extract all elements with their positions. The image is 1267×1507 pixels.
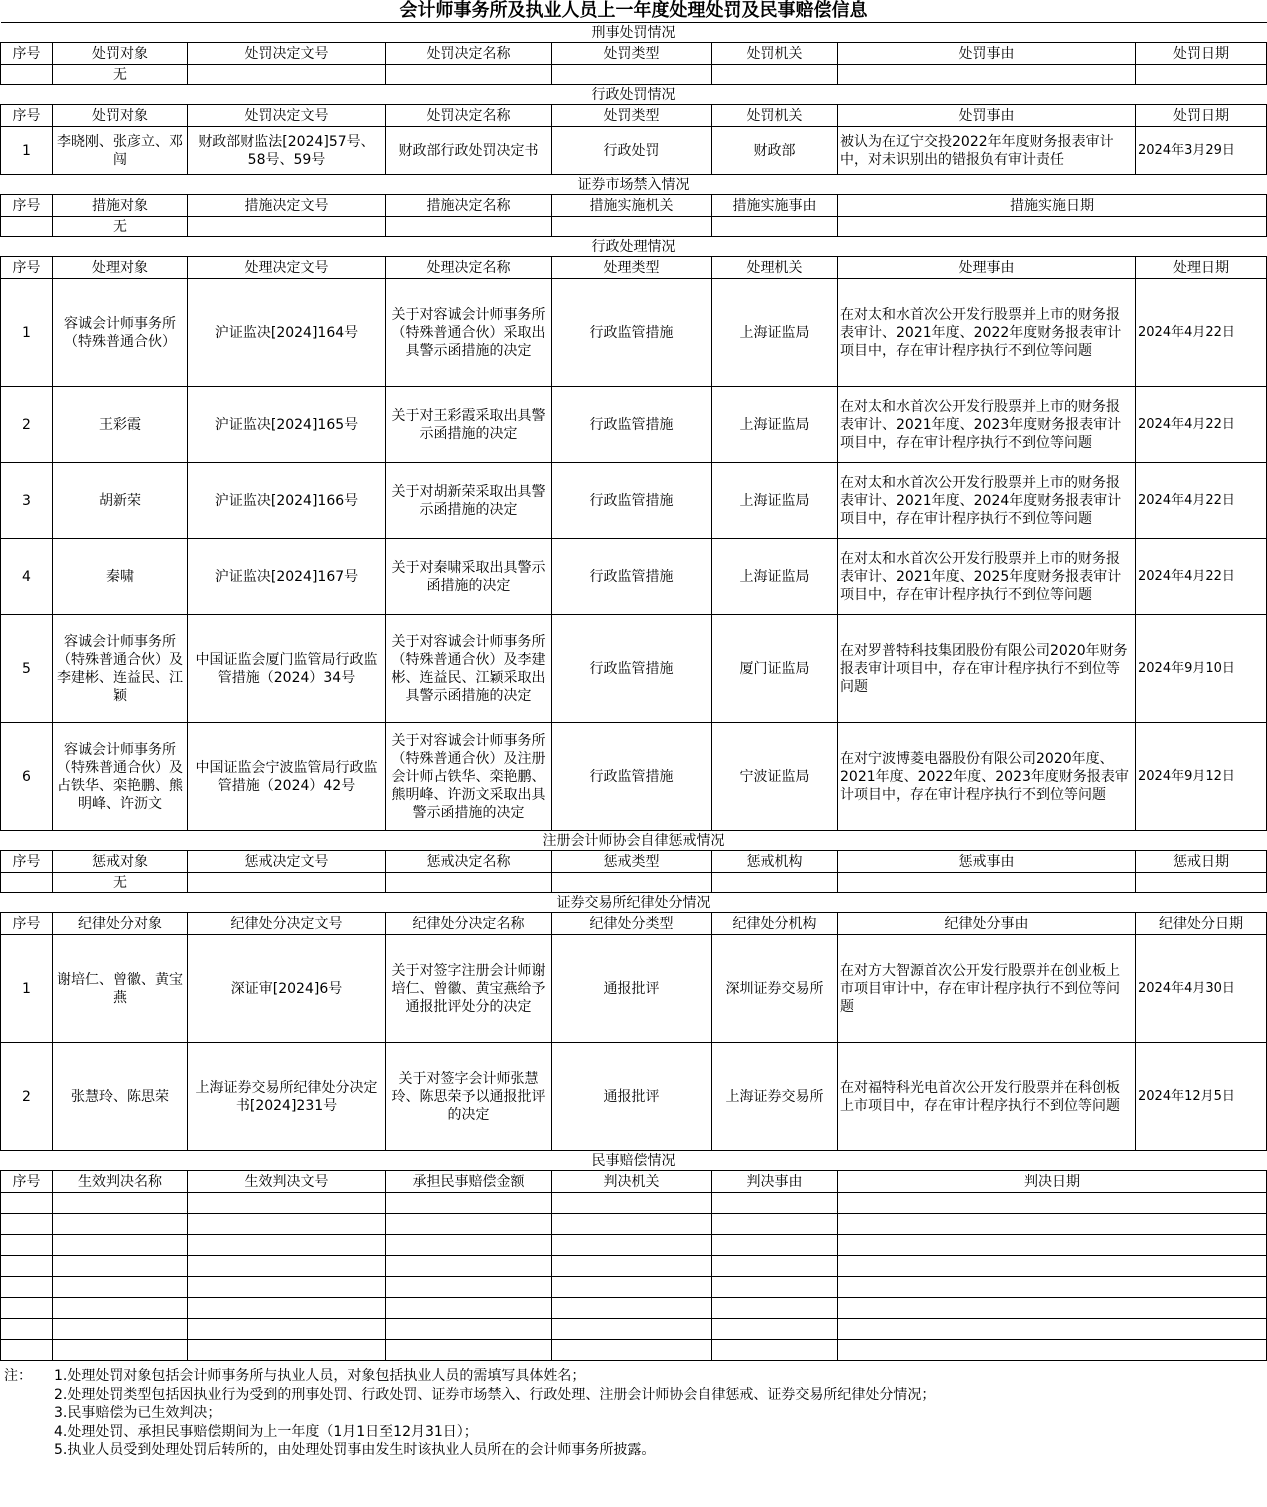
table-cell: 在对太和水首次公开发行股票并上市的财务报表审计、2021年度、2025年度财务报表审计项目中，存在审计程序执行不到位等问题 — [838, 539, 1136, 615]
column-header: 序号 — [1, 195, 53, 217]
empty-marker: 无 — [53, 217, 188, 237]
table-cell: 李晓刚、张彦立、邓闯 — [53, 127, 188, 175]
header-row — [1, 1171, 1267, 1193]
table-cell: 关于对容诚会计师事务所（特殊普通合伙）及李建彬、连益民、江颖采取出具警示函措施的决定 — [386, 615, 552, 723]
table-cell: 关于对王彩霞采取出具警示函措施的决定 — [386, 387, 552, 463]
table-cell: 深圳证券交易所 — [712, 935, 838, 1043]
header-row — [1, 43, 1267, 65]
table-cell — [712, 873, 838, 893]
column-header: 纪律处分类型 — [552, 913, 712, 935]
blank-cell — [552, 1256, 712, 1277]
blank-cell — [1, 1193, 53, 1214]
blank-cell — [386, 1235, 552, 1256]
column-header: 处罚机关 — [712, 43, 838, 65]
blank-cell — [188, 1235, 386, 1256]
table-cell: 2024年3月29日 — [1136, 127, 1267, 175]
column-header: 判决日期 — [838, 1171, 1267, 1193]
column-header: 处理对象 — [53, 257, 188, 279]
table-cell: 在对宁波博菱电器股份有限公司2020年度、2021年度、2022年度、2023年度财务报表审计项目中，存在审计程序执行不到位等问题 — [838, 723, 1136, 831]
table-cell: 行政监管措施 — [552, 387, 712, 463]
table-cell: 厦门证监局 — [712, 615, 838, 723]
blank-cell — [53, 1298, 188, 1319]
table-cell: 在对太和水首次公开发行股票并上市的财务报表审计、2021年度、2024年度财务报表审计项目中，存在审计程序执行不到位等问题 — [838, 463, 1136, 539]
table-cell: 2 — [1, 387, 53, 463]
column-header: 措施实施机关 — [552, 195, 712, 217]
table-cell: 深证审[2024]6号 — [188, 935, 386, 1043]
table-cell — [188, 873, 386, 893]
empty-marker: 无 — [53, 65, 188, 85]
table-cell: 2 — [1, 1043, 53, 1151]
column-header: 处理决定文号 — [188, 257, 386, 279]
blank-cell — [53, 1193, 188, 1214]
note-item: 4.处理处罚、承担民事赔偿期间为上一年度（1月1日至12月31日）； — [54, 1423, 478, 1440]
header-row — [1, 105, 1267, 127]
column-header: 处理决定名称 — [386, 257, 552, 279]
blank-row — [1, 1319, 1267, 1340]
section-title: 行政处理情况 — [1, 237, 1267, 257]
blank-row — [1, 1214, 1267, 1235]
column-header: 惩戒机构 — [712, 851, 838, 873]
column-header: 处罚决定文号 — [188, 105, 386, 127]
blank-cell — [838, 1298, 1267, 1319]
blank-cell — [552, 1298, 712, 1319]
table-cell — [552, 873, 712, 893]
table-cell: 王彩霞 — [53, 387, 188, 463]
blank-cell — [386, 1277, 552, 1298]
section-title: 刑事处罚情况 — [1, 23, 1267, 43]
table-cell — [386, 873, 552, 893]
table-cell: 秦啸 — [53, 539, 188, 615]
column-header: 处理机关 — [712, 257, 838, 279]
column-header: 纪律处分日期 — [1136, 913, 1267, 935]
table-cell: 行政监管措施 — [552, 279, 712, 387]
section-title: 民事赔偿情况 — [1, 1151, 1267, 1171]
table-cell: 关于对胡新荣采取出具警示函措施的决定 — [386, 463, 552, 539]
column-header: 惩戒事由 — [838, 851, 1136, 873]
blank-cell — [386, 1298, 552, 1319]
column-header: 措施对象 — [53, 195, 188, 217]
column-header: 处理日期 — [1136, 257, 1267, 279]
column-header: 惩戒类型 — [552, 851, 712, 873]
blank-cell — [838, 1256, 1267, 1277]
section-title: 证券市场禁入情况 — [1, 175, 1267, 195]
blank-cell — [552, 1340, 712, 1361]
table-cell — [838, 873, 1136, 893]
note-item: 2.处理处罚类型包括因执业行为受到的刑事处罚、行政处罚、证券市场禁入、行政处理、注册会计师协会自律惩戒、证券交易所纪律处分情况； — [54, 1386, 936, 1403]
table-cell: 通报批评 — [552, 935, 712, 1043]
table-cell: 2024年9月12日 — [1136, 723, 1267, 831]
blank-cell — [712, 1319, 838, 1340]
table-row — [1, 873, 1267, 893]
blank-cell — [712, 1277, 838, 1298]
table-cell: 2024年4月22日 — [1136, 387, 1267, 463]
section-title-row — [1, 23, 1267, 43]
table-cell: 沪证监决[2024]167号 — [188, 539, 386, 615]
blank-cell — [53, 1340, 188, 1361]
blank-row — [1, 1340, 1267, 1361]
column-header: 惩戒对象 — [53, 851, 188, 873]
table-row — [1, 723, 1267, 831]
blank-cell — [188, 1214, 386, 1235]
table-row — [1, 539, 1267, 615]
table-row — [1, 935, 1267, 1043]
blank-cell — [838, 1277, 1267, 1298]
table-cell — [552, 217, 712, 237]
table-cell: 被认为在辽宁交投2022年年度财务报表审计中，对未识别出的错报负有审计责任 — [838, 127, 1136, 175]
column-header: 惩戒日期 — [1136, 851, 1267, 873]
table-cell — [188, 65, 386, 85]
column-header: 措施决定名称 — [386, 195, 552, 217]
note-item: 5.执业人员受到处理处罚后转所的，由处理处罚事由发生时该执业人员所在的会计师事务所披露。 — [54, 1442, 656, 1458]
blank-cell — [1, 1277, 53, 1298]
table-cell: 上海证监局 — [712, 279, 838, 387]
blank-cell — [1, 1214, 53, 1235]
table-cell: 关于对秦啸采取出具警示函措施的决定 — [386, 539, 552, 615]
table-cell: 在对罗普特科技集团股份有限公司2020年财务报表审计项目中，存在审计程序执行不到位等问题 — [838, 615, 1136, 723]
table-cell: 沪证监决[2024]165号 — [188, 387, 386, 463]
table-cell: 2024年4月22日 — [1136, 279, 1267, 387]
table-row — [1, 279, 1267, 387]
blank-row — [1, 1235, 1267, 1256]
table-cell — [1, 65, 53, 85]
section-title-row — [1, 237, 1267, 257]
column-header: 生效判决文号 — [188, 1171, 386, 1193]
column-header: 序号 — [1, 1171, 53, 1193]
blank-cell — [838, 1193, 1267, 1214]
notes-label: 注： — [4, 1368, 32, 1384]
column-header: 惩戒决定文号 — [188, 851, 386, 873]
blank-cell — [188, 1340, 386, 1361]
column-header: 序号 — [1, 43, 53, 65]
blank-cell — [53, 1277, 188, 1298]
header-row — [1, 913, 1267, 935]
table-cell: 2024年12月5日 — [1136, 1043, 1267, 1151]
table-cell — [712, 217, 838, 237]
column-header: 纪律处分决定文号 — [188, 913, 386, 935]
table-cell: 容诚会计师事务所（特殊普通合伙）及占铁华、栾艳鹏、熊明峰、许沥文 — [53, 723, 188, 831]
column-header: 序号 — [1, 913, 53, 935]
table-row — [1, 387, 1267, 463]
column-header: 措施实施事由 — [712, 195, 838, 217]
blank-cell — [838, 1235, 1267, 1256]
blank-cell — [53, 1214, 188, 1235]
blank-cell — [386, 1256, 552, 1277]
table-cell — [1, 217, 53, 237]
column-header: 处罚决定名称 — [386, 105, 552, 127]
table-row — [1, 463, 1267, 539]
table-cell: 沪证监决[2024]166号 — [188, 463, 386, 539]
table-cell — [188, 217, 386, 237]
table-cell: 2024年4月22日 — [1136, 463, 1267, 539]
section-title-row — [1, 1151, 1267, 1171]
table-cell: 张慧玲、陈思荣 — [53, 1043, 188, 1151]
blank-cell — [712, 1235, 838, 1256]
table-cell: 谢培仁、曾徽、黄宝燕 — [53, 935, 188, 1043]
empty-marker: 无 — [53, 873, 188, 893]
table-cell: 沪证监决[2024]164号 — [188, 279, 386, 387]
blank-cell — [188, 1256, 386, 1277]
table-cell: 关于对容诚会计师事务所（特殊普通合伙）及注册会计师占铁华、栾艳鹏、熊明峰、许沥文采取出具警示函措施的决定 — [386, 723, 552, 831]
table-cell: 关于对签字注册会计师谢培仁、曾徽、黄宝燕给予通报批评处分的决定 — [386, 935, 552, 1043]
table-cell: 在对方大智源首次公开发行股票并在创业板上市项目审计中，存在审计程序执行不到位等问题 — [838, 935, 1136, 1043]
page-title: 会计师事务所及执业人员上一年度处理处罚及民事赔偿信息 — [399, 0, 868, 21]
table-cell: 2024年4月30日 — [1136, 935, 1267, 1043]
header-row — [1, 851, 1267, 873]
table-cell: 2024年4月22日 — [1136, 539, 1267, 615]
table-cell: 财政部财监法[2024]57号、58号、59号 — [188, 127, 386, 175]
blank-cell — [712, 1340, 838, 1361]
column-header: 承担民事赔偿金额 — [386, 1171, 552, 1193]
table-cell: 行政监管措施 — [552, 615, 712, 723]
column-header: 判决事由 — [712, 1171, 838, 1193]
blank-cell — [712, 1214, 838, 1235]
blank-cell — [712, 1256, 838, 1277]
table-cell — [386, 217, 552, 237]
column-header: 处罚类型 — [552, 105, 712, 127]
table-cell — [1136, 873, 1267, 893]
table-cell — [1, 873, 53, 893]
table-cell: 5 — [1, 615, 53, 723]
blank-cell — [53, 1256, 188, 1277]
column-header: 序号 — [1, 105, 53, 127]
blank-cell — [53, 1319, 188, 1340]
column-header: 处罚对象 — [53, 105, 188, 127]
column-header: 生效判决名称 — [53, 1171, 188, 1193]
table-cell — [1136, 65, 1267, 85]
table-cell — [712, 65, 838, 85]
table-cell: 关于对容诚会计师事务所（特殊普通合伙）采取出具警示函措施的决定 — [386, 279, 552, 387]
header-row — [1, 257, 1267, 279]
table-cell — [838, 65, 1136, 85]
table-cell — [552, 65, 712, 85]
table-cell: 上海证监局 — [712, 539, 838, 615]
table-cell: 行政监管措施 — [552, 723, 712, 831]
column-header: 惩戒决定名称 — [386, 851, 552, 873]
column-header: 纪律处分事由 — [838, 913, 1136, 935]
section-title-row — [1, 893, 1267, 913]
section-title: 证券交易所纪律处分情况 — [1, 893, 1267, 913]
table-cell: 行政监管措施 — [552, 463, 712, 539]
column-header: 处罚事由 — [838, 43, 1136, 65]
section-title: 注册会计师协会自律惩戒情况 — [1, 831, 1267, 851]
table-cell: 上海证监局 — [712, 463, 838, 539]
table-cell: 中国证监会宁波监管局行政监管措施（2024）42号 — [188, 723, 386, 831]
blank-cell — [838, 1319, 1267, 1340]
column-header: 处罚对象 — [53, 43, 188, 65]
column-header: 处理事由 — [838, 257, 1136, 279]
table-cell: 胡新荣 — [53, 463, 188, 539]
section-title-row — [1, 831, 1267, 851]
table-row — [1, 127, 1267, 175]
blank-cell — [1, 1319, 53, 1340]
table-cell: 在对太和水首次公开发行股票并上市的财务报表审计、2021年度、2023年度财务报表审计项目中，存在审计程序执行不到位等问题 — [838, 387, 1136, 463]
blank-cell — [1, 1235, 53, 1256]
blank-cell — [386, 1193, 552, 1214]
blank-cell — [386, 1340, 552, 1361]
blank-cell — [1, 1256, 53, 1277]
column-header: 纪律处分决定名称 — [386, 913, 552, 935]
blank-cell — [552, 1214, 712, 1235]
column-header: 判决机关 — [552, 1171, 712, 1193]
note-item: 1.处理处罚对象包括会计师事务所与执业人员，对象包括执业人员的需填写具体姓名； — [54, 1368, 586, 1384]
blank-row — [1, 1298, 1267, 1319]
table-cell: 财政部 — [712, 127, 838, 175]
column-header: 处罚事由 — [838, 105, 1136, 127]
section-title-row — [1, 175, 1267, 195]
section-title: 行政处罚情况 — [1, 85, 1267, 105]
note-item: 3.民事赔偿为已生效判决； — [54, 1405, 222, 1421]
blank-cell — [552, 1193, 712, 1214]
table-row — [1, 217, 1267, 237]
disclosure-table — [0, 22, 1267, 1361]
blank-cell — [188, 1319, 386, 1340]
column-header: 处罚日期 — [1136, 43, 1267, 65]
blank-cell — [712, 1193, 838, 1214]
blank-cell — [386, 1214, 552, 1235]
table-cell: 4 — [1, 539, 53, 615]
header-row — [1, 195, 1267, 217]
blank-cell — [188, 1277, 386, 1298]
column-header: 处理类型 — [552, 257, 712, 279]
column-header: 序号 — [1, 257, 53, 279]
blank-cell — [188, 1193, 386, 1214]
table-cell: 上海证监局 — [712, 387, 838, 463]
column-header: 处罚机关 — [712, 105, 838, 127]
table-cell: 在对太和水首次公开发行股票并上市的财务报表审计、2021年度、2022年度财务报表审计项目中，存在审计程序执行不到位等问题 — [838, 279, 1136, 387]
column-header: 处罚决定名称 — [386, 43, 552, 65]
blank-cell — [838, 1340, 1267, 1361]
table-cell: 容诚会计师事务所（特殊普通合伙）及李建彬、连益民、江颖 — [53, 615, 188, 723]
column-header: 纪律处分对象 — [53, 913, 188, 935]
column-header: 纪律处分机构 — [712, 913, 838, 935]
table-cell: 行政处罚 — [552, 127, 712, 175]
table-cell: 1 — [1, 935, 53, 1043]
table-cell: 1 — [1, 279, 53, 387]
blank-cell — [53, 1235, 188, 1256]
blank-cell — [1, 1298, 53, 1319]
column-header: 措施实施日期 — [838, 195, 1267, 217]
table-cell: 行政监管措施 — [552, 539, 712, 615]
table-cell: 2024年9月10日 — [1136, 615, 1267, 723]
blank-cell — [386, 1319, 552, 1340]
table-row — [1, 65, 1267, 85]
table-cell: 关于对签字会计师张慧玲、陈思荣予以通报批评的决定 — [386, 1043, 552, 1151]
column-header: 处罚类型 — [552, 43, 712, 65]
blank-row — [1, 1256, 1267, 1277]
table-cell: 上海证券交易所纪律处分决定书[2024]231号 — [188, 1043, 386, 1151]
column-header: 处罚日期 — [1136, 105, 1267, 127]
column-header: 措施决定文号 — [188, 195, 386, 217]
table-cell: 6 — [1, 723, 53, 831]
blank-cell — [838, 1214, 1267, 1235]
blank-row — [1, 1277, 1267, 1298]
table-cell: 上海证券交易所 — [712, 1043, 838, 1151]
table-cell — [386, 65, 552, 85]
table-cell: 容诚会计师事务所（特殊普通合伙） — [53, 279, 188, 387]
table-cell — [838, 217, 1267, 237]
table-row — [1, 615, 1267, 723]
table-cell: 1 — [1, 127, 53, 175]
blank-cell — [552, 1235, 712, 1256]
blank-cell — [712, 1298, 838, 1319]
table-row — [1, 1043, 1267, 1151]
table-cell: 财政部行政处罚决定书 — [386, 127, 552, 175]
column-header: 序号 — [1, 851, 53, 873]
blank-row — [1, 1193, 1267, 1214]
table-cell: 3 — [1, 463, 53, 539]
table-cell: 通报批评 — [552, 1043, 712, 1151]
table-cell: 在对福特科光电首次公开发行股票并在科创板上市项目中，存在审计程序执行不到位等问题 — [838, 1043, 1136, 1151]
section-title-row — [1, 85, 1267, 105]
blank-cell — [552, 1277, 712, 1298]
blank-cell — [1, 1340, 53, 1361]
table-cell: 宁波证监局 — [712, 723, 838, 831]
column-header: 处罚决定文号 — [188, 43, 386, 65]
blank-cell — [552, 1319, 712, 1340]
blank-cell — [188, 1298, 386, 1319]
table-cell: 中国证监会厦门监管局行政监管措施（2024）34号 — [188, 615, 386, 723]
